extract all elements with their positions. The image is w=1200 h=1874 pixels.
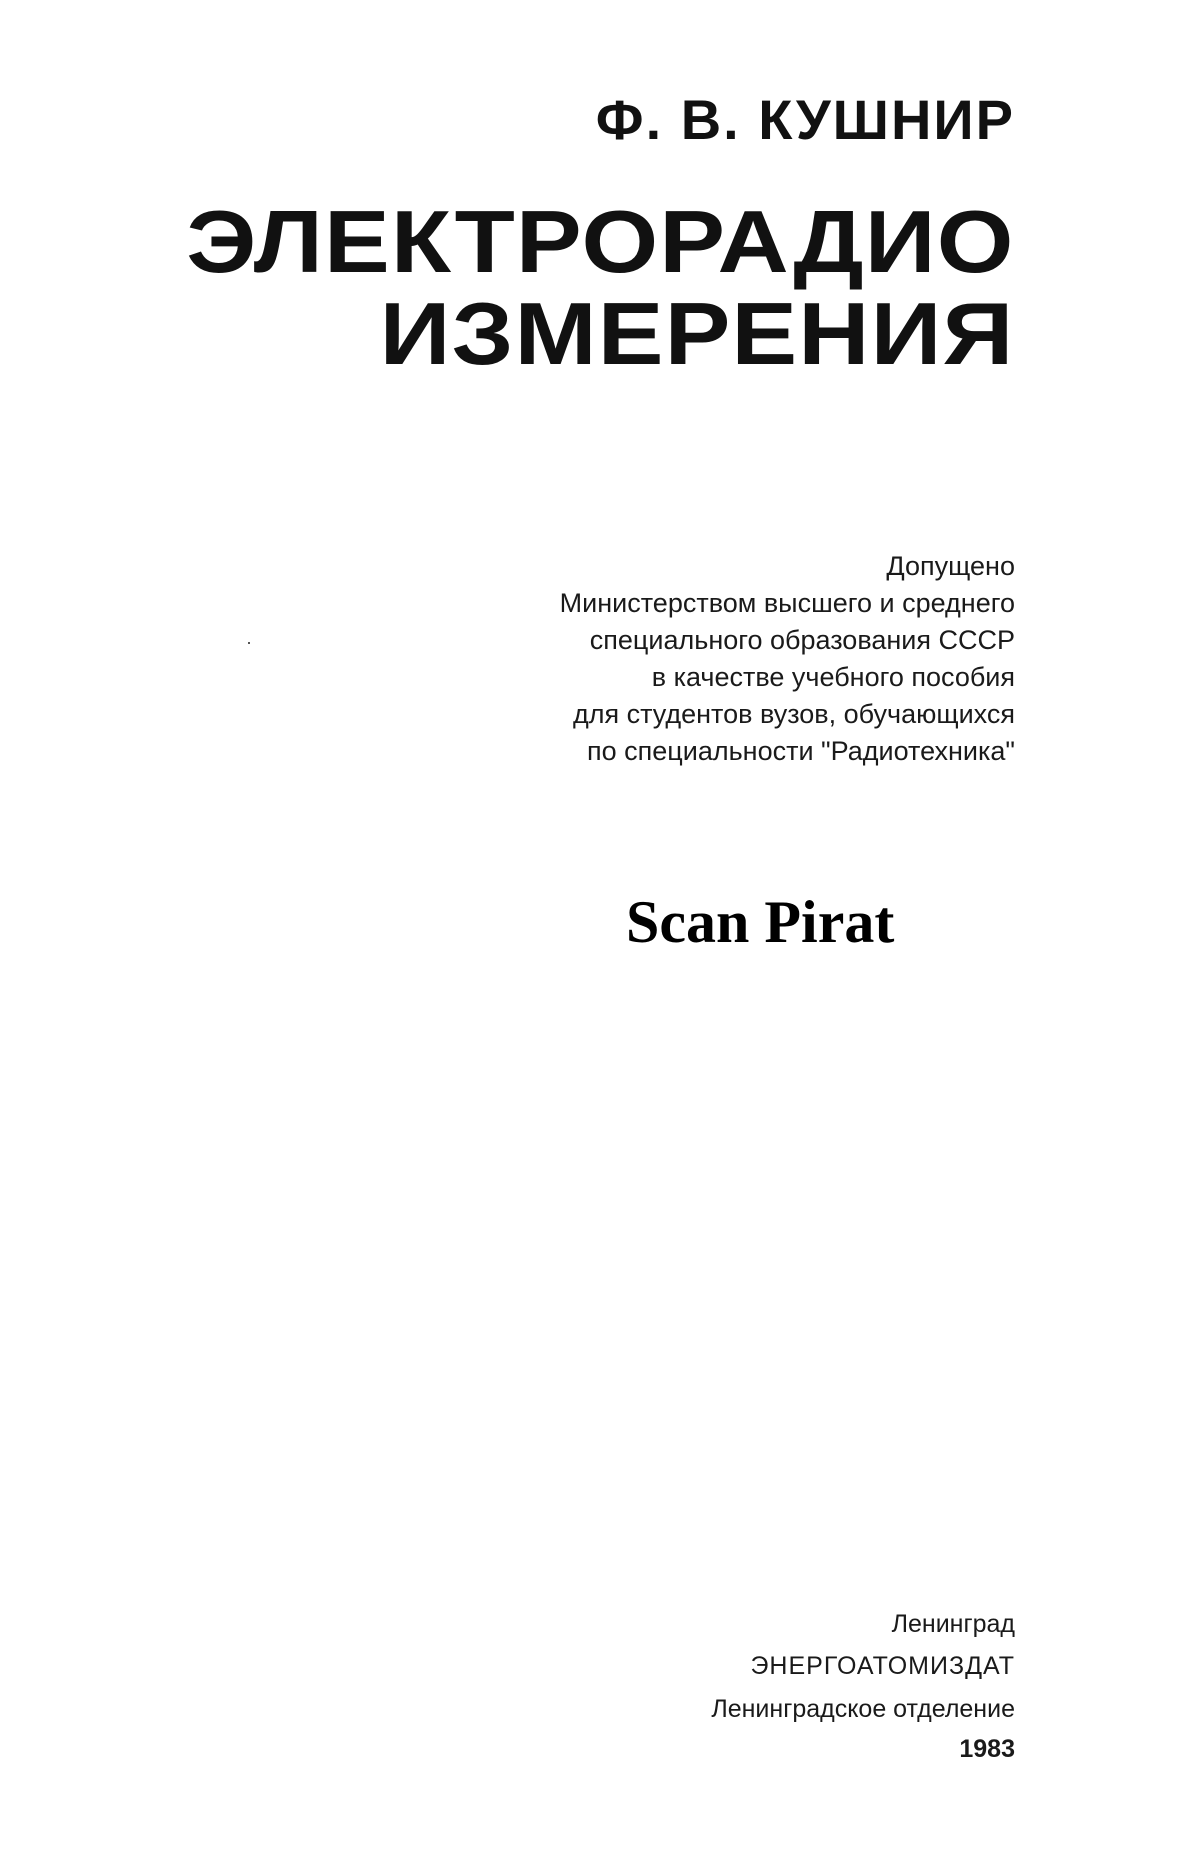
approval-line: Министерством высшего и среднего <box>559 588 1015 618</box>
publication-year: 1983 <box>959 1735 1015 1763</box>
approval-line: для студентов вузов, обучающихся <box>572 699 1015 729</box>
approval-statement <box>560 548 1015 770</box>
publisher-block <box>711 1603 1015 1767</box>
publisher-department: Ленинградское отделение <box>711 1695 1015 1723</box>
approval-line: в качестве учебного пособия <box>651 662 1015 692</box>
book-title-line-1: ЭЛЕКТРОРАДИО <box>186 192 1015 291</box>
publisher-house: ЭНЕРГОАТОМИЗДАТ <box>750 1652 1015 1680</box>
publisher-city: Ленинград <box>891 1610 1015 1638</box>
scan-speck <box>248 642 250 644</box>
book-title <box>186 192 1016 383</box>
author-name: Ф. В. КУШНИР <box>595 88 1015 151</box>
approval-line: специального образования СССР <box>589 625 1015 655</box>
approval-line: Допущено <box>886 551 1015 581</box>
book-title-line-2: ИЗМЕРЕНИЯ <box>380 284 1016 383</box>
approval-line: по специальности "Радиотехника" <box>587 736 1015 766</box>
scan-watermark: Scan Pirat <box>626 889 895 955</box>
